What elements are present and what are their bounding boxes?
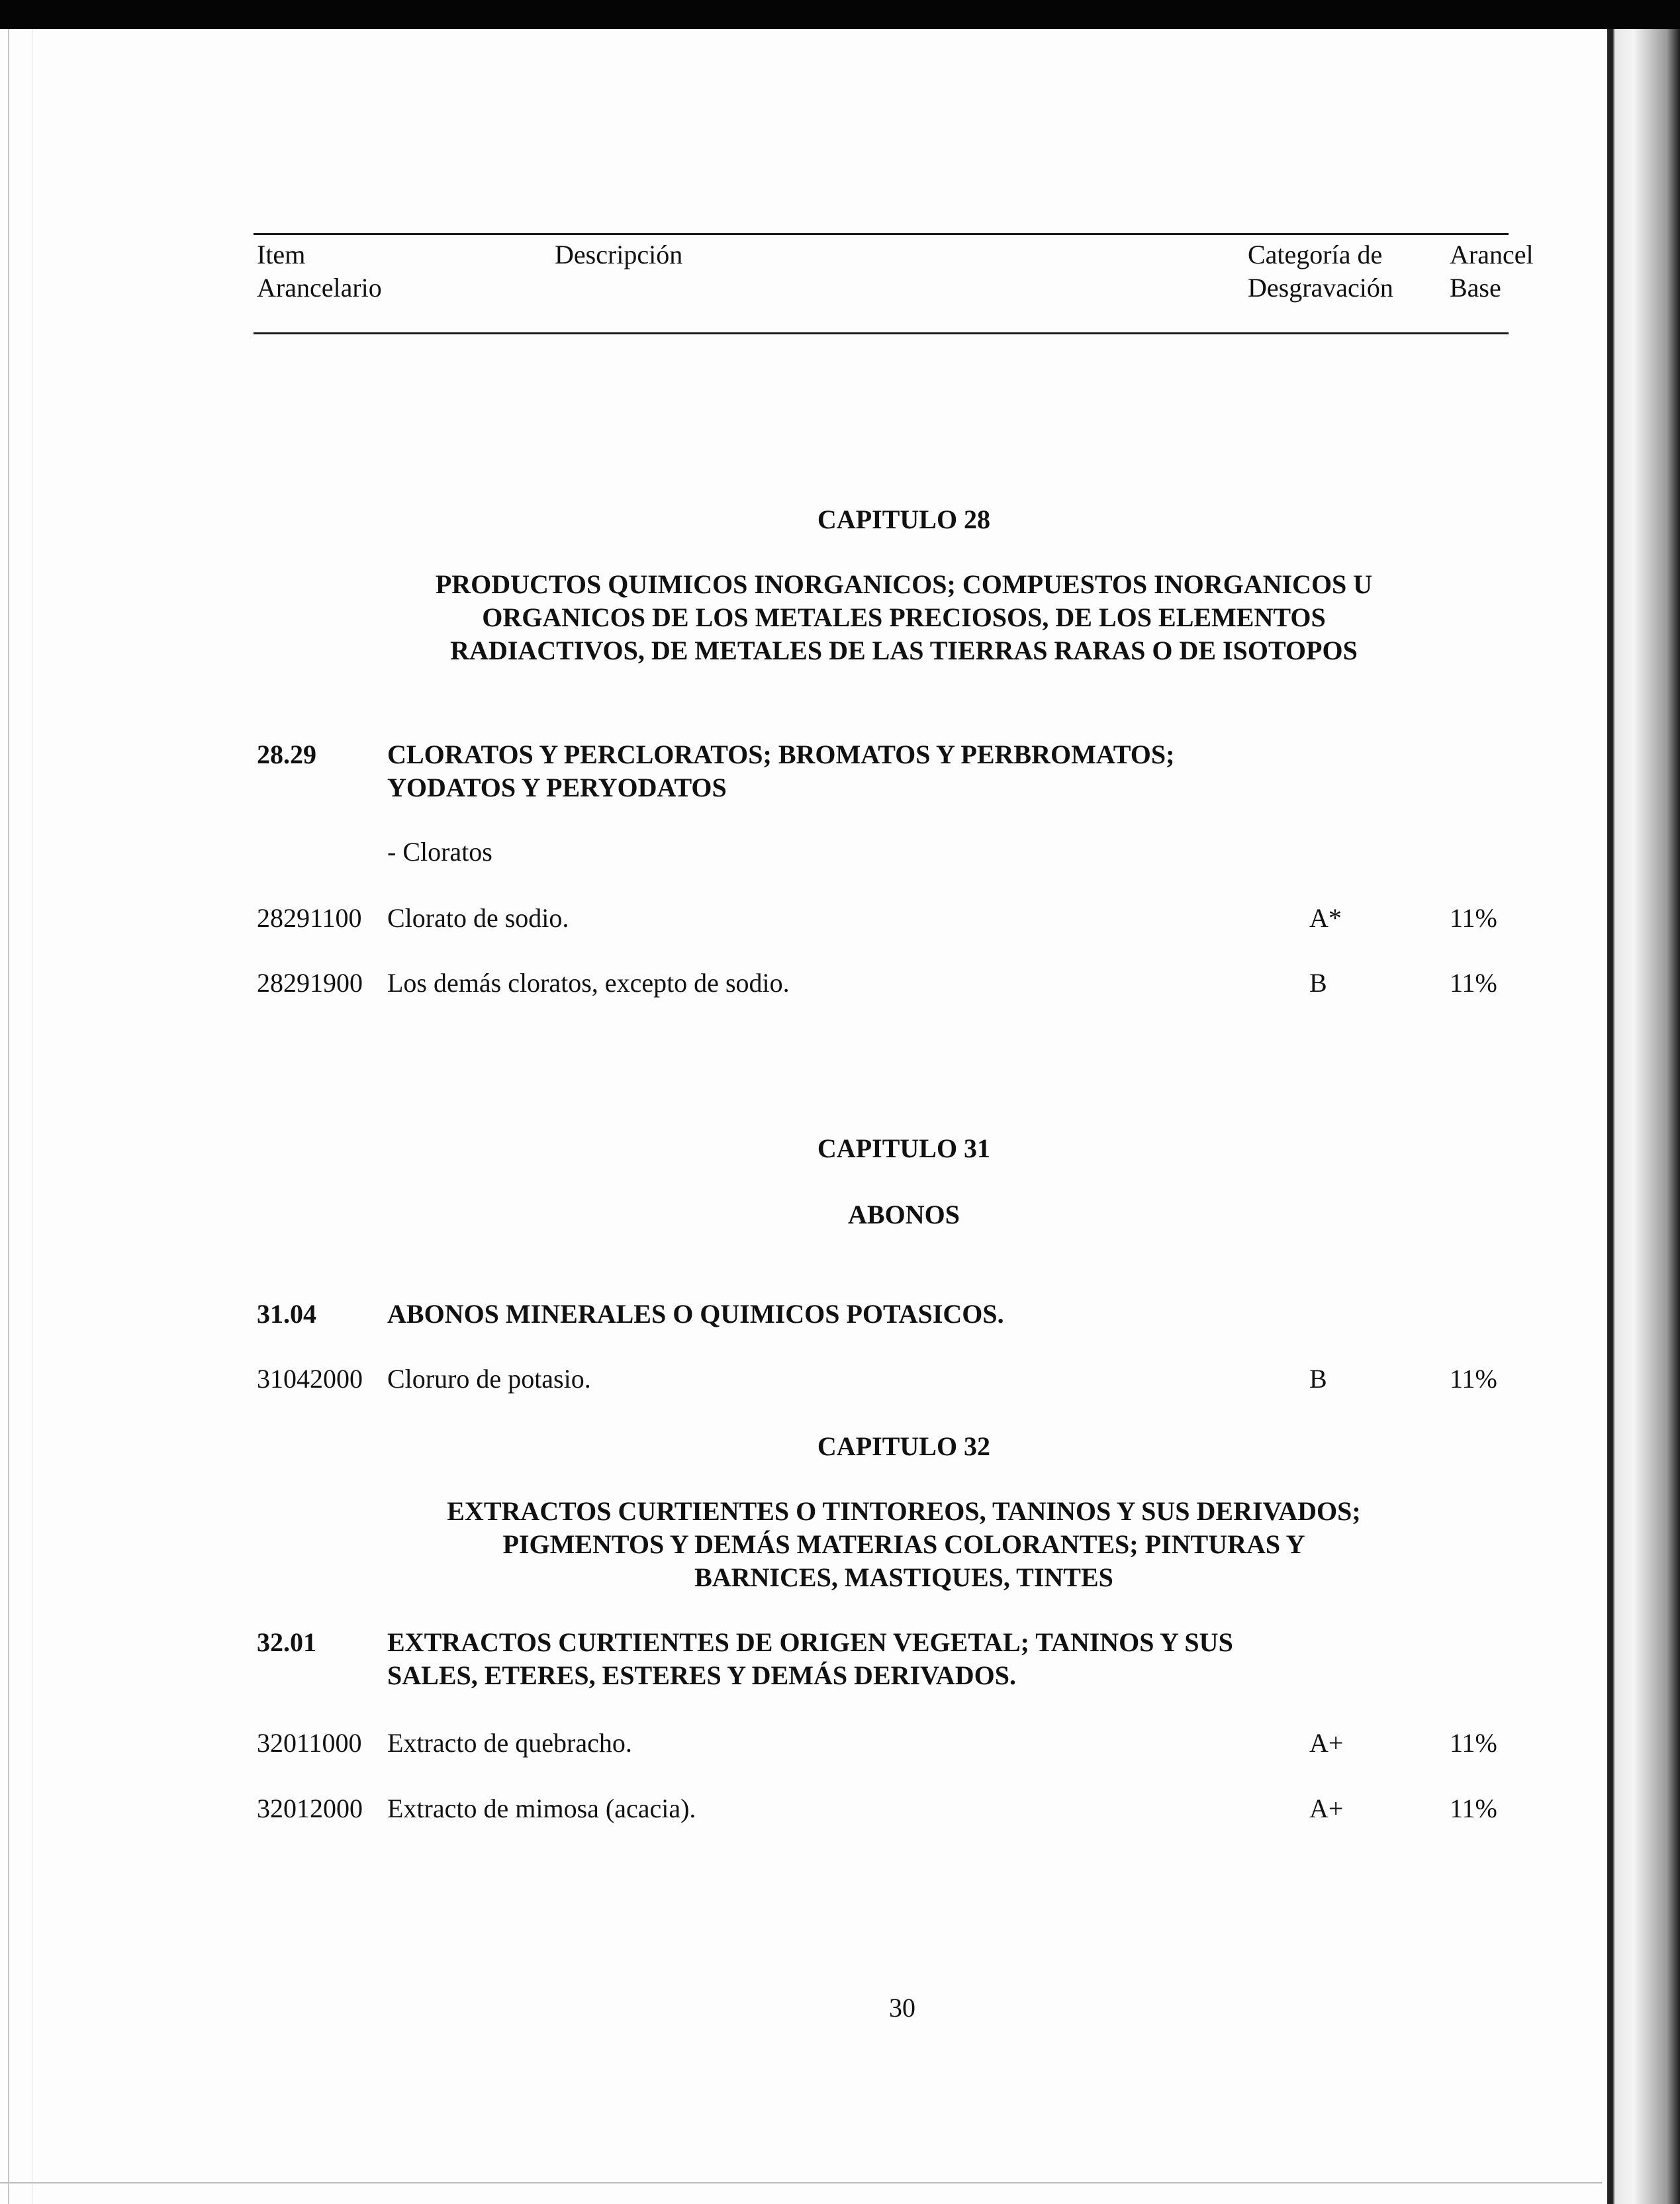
item-code: 28291900: [257, 968, 363, 998]
scan-left-edge: [8, 29, 32, 2204]
heading-code-3201: 32.01: [257, 1627, 316, 1657]
item-rate: 11%: [1450, 1364, 1497, 1394]
chapter-32-subtitle-line3: BARNICES, MASTIQUES, TINTES: [694, 1562, 1113, 1592]
item-rate: 11%: [1450, 1794, 1497, 1823]
item-code: 32012000: [257, 1794, 363, 1823]
chapter-31-subtitle: ABONOS: [848, 1200, 960, 1229]
item-rate: 11%: [1450, 968, 1497, 998]
scan-bottom-line: [0, 2182, 1602, 2183]
heading-desc-3104: ABONOS MINERALES O QUIMICOS POTASICOS.: [387, 1299, 1004, 1329]
header-category-line2: Desgravación: [1248, 273, 1393, 303]
item-rate: 11%: [1450, 1728, 1497, 1758]
heading-desc-3201-line1: EXTRACTOS CURTIENTES DE ORIGEN VEGETAL; TANINOS Y SUS: [387, 1627, 1233, 1657]
chapter-32-title: CAPITULO 32: [817, 1431, 991, 1461]
header-bottom-rule: [254, 332, 1509, 334]
item-description: Extracto de mimosa (acacia).: [387, 1794, 696, 1823]
header-item-line2: Arancelario: [257, 273, 382, 303]
page-number: 30: [889, 1993, 915, 2023]
item-description: Clorato de sodio.: [387, 903, 569, 933]
item-category: A+: [1309, 1794, 1344, 1823]
chapter-28-title: CAPITULO 28: [817, 504, 991, 534]
item-code: 31042000: [257, 1364, 363, 1394]
chapter-28-subtitle-line1: PRODUCTOS QUIMICOS INORGANICOS; COMPUESTOS INORGANICOS U: [435, 569, 1373, 599]
heading-code-2829: 28.29: [257, 740, 316, 769]
item-code: 32011000: [257, 1728, 362, 1758]
header-category-line1: Categoría de: [1248, 240, 1383, 269]
item-category: A*: [1309, 903, 1342, 933]
item-rate: 11%: [1450, 903, 1497, 933]
heading-desc-3201-line2: SALES, ETERES, ESTERES Y DEMÁS DERIVADOS.: [387, 1660, 1016, 1690]
chapter-31-title: CAPITULO 31: [817, 1133, 991, 1163]
chapter-28-subtitle-line3: RADIACTIVOS, DE METALES DE LAS TIERRAS RARAS O DE ISOTOPOS: [450, 636, 1358, 665]
book-spine-edge: [1607, 29, 1680, 2204]
item-description: Los demás cloratos, excepto de sodio.: [387, 968, 790, 998]
header-arancel-line2: Base: [1450, 273, 1501, 303]
item-code: 28291100: [257, 903, 362, 933]
header-item-line1: Item: [257, 240, 306, 269]
scan-top-border: [0, 0, 1680, 29]
header-arancel-line1: Arancel: [1450, 240, 1534, 269]
item-category: B: [1309, 968, 1327, 998]
heading-desc-2829-line2: YODATOS Y PERYODATOS: [387, 773, 727, 802]
chapter-28-subtitle-line2: ORGANICOS DE LOS METALES PRECIOSOS, DE LOS ELEMENTOS: [482, 602, 1326, 632]
item-category: B: [1309, 1364, 1327, 1394]
header-top-rule: [254, 233, 1509, 235]
chapter-32-subtitle-line2: PIGMENTOS Y DEMÁS MATERIAS COLORANTES; PINTURAS Y: [502, 1529, 1305, 1559]
item-description: Extracto de quebracho.: [387, 1728, 632, 1758]
subheading-cloratos: - Cloratos: [387, 837, 492, 867]
header-description: Descripción: [555, 240, 683, 269]
item-category: A+: [1309, 1728, 1344, 1758]
heading-code-3104: 31.04: [257, 1299, 316, 1329]
chapter-32-subtitle-line1: EXTRACTOS CURTIENTES O TINTOREOS, TANINOS Y SUS DERIVADOS;: [447, 1496, 1361, 1526]
heading-desc-2829-line1: CLORATOS Y PERCLORATOS; BROMATOS Y PERBROMATOS;: [387, 740, 1175, 769]
item-description: Cloruro de potasio.: [387, 1364, 591, 1394]
